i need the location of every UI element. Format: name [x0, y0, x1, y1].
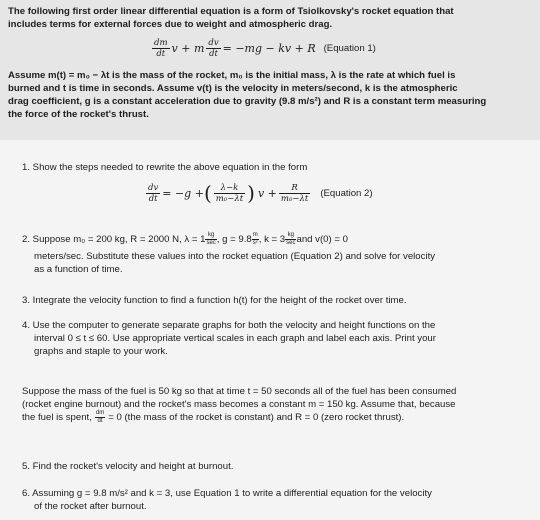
question-4-line-1: 4. Use the computer to generate separate graphs for both the velocity and height functions on the — [22, 320, 436, 331]
eq1-frac-dv-dt: $\frac{dv}{dt}$ — [208, 38, 219, 59]
question-4-line-2: interval 0 ≤ t ≤ 60. Use appropriate vertical scales in each graph and label each axis. Print your — [34, 333, 436, 344]
question-6-line-2: of the rocket after burnout. — [34, 501, 147, 512]
unit-kg-per-sec: $\frac{kg}{\sec}$ — [206, 232, 216, 246]
question-2-line-2: meters/sec. Substitute these values into the rocket equation (Equation 2) and solve for velocity — [34, 251, 436, 262]
suppose-line-3: the fuel is spent, $\frac{dm}{dt}$ = 0 (the mass of the rocket is constant) and R = 0 (zero rocket thrust). — [22, 410, 405, 424]
equation-2-label: (Equation 2) — [320, 187, 373, 199]
suppose-frac-dm-dt: $\frac{dm}{dt}$ — [95, 410, 105, 424]
intro-line-2: includes terms for external forces due to weight and atmospheric drag. — [8, 19, 333, 30]
unit-kg-per-sec-2: $\frac{kg}{\sec}$ — [286, 232, 296, 246]
question-3: 3. Integrate the velocity function to find a function h(t) for the height of the rocket over time. — [22, 295, 407, 306]
question-4-line-3: graphs and staple to your work. — [34, 346, 168, 357]
question-1: 1. Show the steps needed to rewrite the above equation in the form — [22, 162, 308, 173]
eq2-frac-lambda-k: $\frac{\lambda-k}{\text{m₀−λt}}$ — [215, 182, 244, 204]
unit-m-per-s2: $\frac{m}{\text{s²}}$ — [252, 232, 258, 246]
question-6-line-1: 6. Assuming g = 9.8 m/s² and k = 3, use Equation 1 to write a differential equation for the velocity — [22, 488, 432, 499]
eq2-frac-r: $\frac{R}{\text{m₀−λt}}$ — [280, 182, 309, 204]
assume-line-2: burned and t is time in seconds. Assume v(t) is the velocity in meters/second, k is the atmospheric — [8, 83, 458, 94]
suppose-line-1: Suppose the mass of the fuel is 50 kg so that at time t = 50 seconds all of the fuel has been consumed — [22, 386, 457, 397]
equation-1: $\frac{dm}{dt}$ v + m $\frac{dv}{dt}$ = −mg − kv + R (Equation 1) — [154, 38, 376, 59]
question-2-line-3: as a function of time. — [34, 264, 123, 275]
intro-line-1: The following first order linear differential equation is a form of Tsiolkovsky's rocket equation that — [8, 6, 454, 17]
eq1-frac-dm-dt: $\frac{dm}{dt}$ — [154, 38, 168, 59]
assume-line-4: the force of the rocket's thrust. — [8, 109, 149, 120]
equation-1-label: (Equation 1) — [323, 43, 376, 54]
suppose-line-2: (rocket engine burnout) and the rocket's mass becomes a constant m = 150 kg. Assume that, because — [22, 399, 456, 410]
assume-line-1: Assume m(t) = m₀ − λt is the mass of the rocket, m₀ is the initial mass, λ is the rate at which fuel is — [8, 70, 456, 81]
assume-line-3: drag coefficient, g is a constant acceleration due to gravity (9.8 m/s²) and R is a constant term measuring — [8, 96, 487, 107]
question-5: 5. Find the rocket's velocity and height at burnout. — [22, 461, 234, 472]
eq2-frac-dv-dt: $\frac{dv}{dt}$ — [148, 182, 159, 204]
question-2-line-1: 2. Suppose m₀ = 200 kg, R = 2000 N, λ = 1 $\frac{kg}{\sec}$ , g = 9.8 $\frac{m}{\text{s²}}$ , k = 3 $\frac{kg}{\sec}$ and v(0) = 0 — [22, 232, 348, 246]
equation-2: $\frac{dv}{dt}$ = −g + ( $\frac{\lambda-k}{\text{m₀−λt}}$ ) v + $\frac{R}{\text{m₀−λt}}$ (Equation 2) — [148, 181, 373, 205]
